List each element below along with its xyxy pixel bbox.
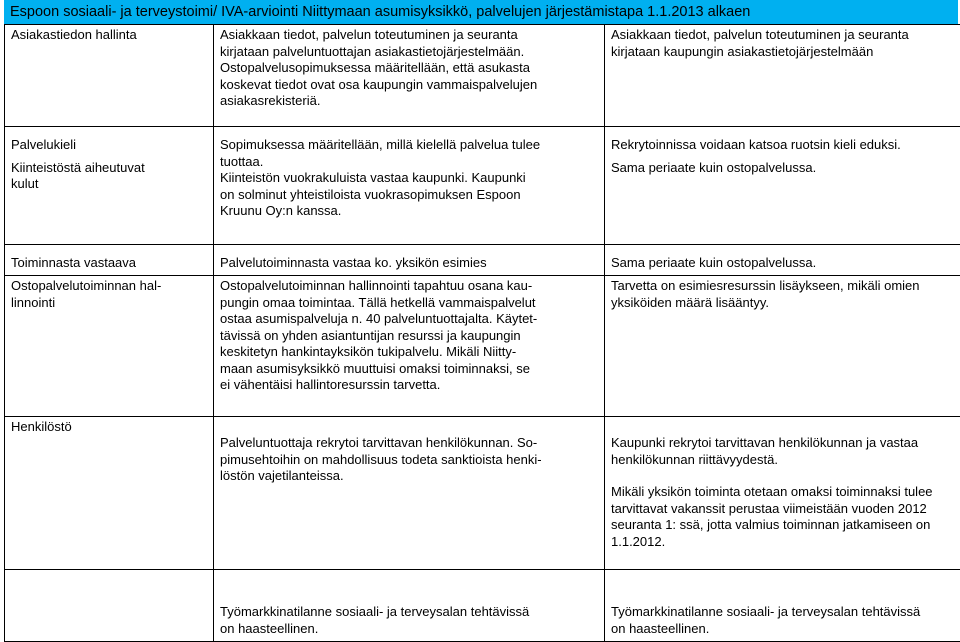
table-row-henkilosto: [5, 417, 960, 570]
cell-text: Kaupunki rekrytoi tarvittavan henkilökunnan ja vastaa henkilökunnan riittävyydestä.: [611, 435, 919, 467]
purchased-service-cell: [214, 276, 605, 417]
cell-text: Palvelutoiminnasta vastaa ko. yksikön esimies: [220, 255, 487, 270]
cell-text: Sama periaate kuin ostopalvelussa.: [611, 159, 817, 175]
document-title: Espoon sosiaali- ja terveystoimi/ IVA-arviointi Niittymaan asumisyksikkö, palvelujen järjestämistapa 1.1.2013 alkaen: [4, 0, 958, 24]
own-service-cell: [605, 417, 960, 570]
own-service-cell: [605, 276, 960, 417]
table-row-asiakastiedon-hallinta: [5, 25, 960, 127]
row-label: [5, 417, 214, 570]
table-row-palvelukieli: [5, 127, 960, 245]
cell-text: Työmarkkinatilanne sosiaali- ja terveysalan tehtävissä on haasteellinen.: [611, 604, 921, 636]
own-service-cell: [605, 570, 960, 642]
cell-text: Sopimuksessa määritellään, millä kielellä palvelua tulee tuottaa.: [220, 137, 541, 169]
row-label: [5, 570, 214, 642]
purchased-service-cell: [214, 245, 605, 276]
cell-text: Rekrytoinnissa voidaan katsoa ruotsin kieli eduksi.: [611, 137, 901, 152]
cell-text: Sama periaate kuin ostopalvelussa.: [611, 255, 817, 270]
label-text: Toiminnasta vastaava: [11, 255, 137, 270]
purchased-service-cell: [214, 570, 605, 642]
row-label: [5, 127, 214, 245]
row-label: [5, 276, 214, 417]
label-text: Kiinteistöstä aiheutuvat kulut: [11, 159, 145, 191]
purchased-service-cell: [214, 417, 605, 570]
comparison-table: [4, 24, 960, 642]
table-row-ostopalvelutoiminnan-hallinnointi: [5, 276, 960, 417]
cell-text: Työmarkkinatilanne sosiaali- ja terveysalan tehtävissä on haasteellinen.: [220, 604, 530, 636]
cell-text: Kiinteistön vuokrakuluista vastaa kaupunki. Kaupunki on solminut yhteistiloista vuokrasopimuksen Espoon Kruunu Oy:n kanssa.: [220, 170, 526, 218]
row-label: [5, 245, 214, 276]
table-row-toiminnasta-vastaava: [5, 245, 960, 276]
cell-text: Ostopalvelutoiminnan hallinnointi tapahtuu osana kau- pungin omaa toimintaa. Tällä hetkellä vammaispalvelut ostaa asumispalveluja n. 40 palveluntuottajalta. Käytet- tävissä on yhden asiantuntijan resurssi ja kaupungin keskitetyn hankintayksikön tukipalvelu. Mikäli Niitty- maan asumisyksikkö muuttuisi omaksi toiminnaksi, se ei vähentäisi hallintoresurssin tarvetta.: [220, 278, 538, 392]
own-service-cell: [605, 25, 960, 127]
table-row-tyomarkkinatilanne: [5, 570, 960, 642]
label-text: Asiakastiedon hallinta: [11, 27, 137, 42]
purchased-service-cell: [214, 127, 605, 245]
cell-text: Tarvetta on esimiesresurssin lisäykseen, mikäli omien yksiköiden määrä lisääntyy.: [611, 278, 920, 310]
cell-text: Mikäli yksikön toiminta otetaan omaksi toiminnaksi tulee tarvittavat vakanssit perustaa viimeistään vuoden 2012 seuranta 1: ssä, jotta valmius toiminnan jatkamiseen on 1.1.2012.: [611, 484, 933, 549]
label-text: Henkilöstö: [11, 419, 72, 434]
own-service-cell: [605, 245, 960, 276]
cell-text: Asiakkaan tiedot, palvelun toteutuminen ja seuranta kirjataan kaupungin asiakastietojärjestelmään: [611, 27, 909, 59]
cell-text: Palveluntuottaja rekrytoi tarvittavan henkilökunnan. So- pimusehtoihin on mahdollisuus todeta sanktioista henki- löstön vajetilanteissa.: [220, 435, 542, 483]
row-label: [5, 25, 214, 127]
cell-text: Asiakkaan tiedot, palvelun toteutuminen ja seuranta kirjataan palveluntuottajan asiakastietojärjestelmään. Ostopalvelusopimuksessa määritellään, että asukasta koskevat tiedot ovat osa kaupungin vammaispalvelujen asiakasrekisteriä.: [220, 27, 538, 108]
label-text: Palvelukieli: [11, 137, 77, 152]
purchased-service-cell: [214, 25, 605, 127]
label-text: Ostopalvelutoiminnan hal- linnointi: [11, 278, 162, 310]
own-service-cell: [605, 127, 960, 245]
